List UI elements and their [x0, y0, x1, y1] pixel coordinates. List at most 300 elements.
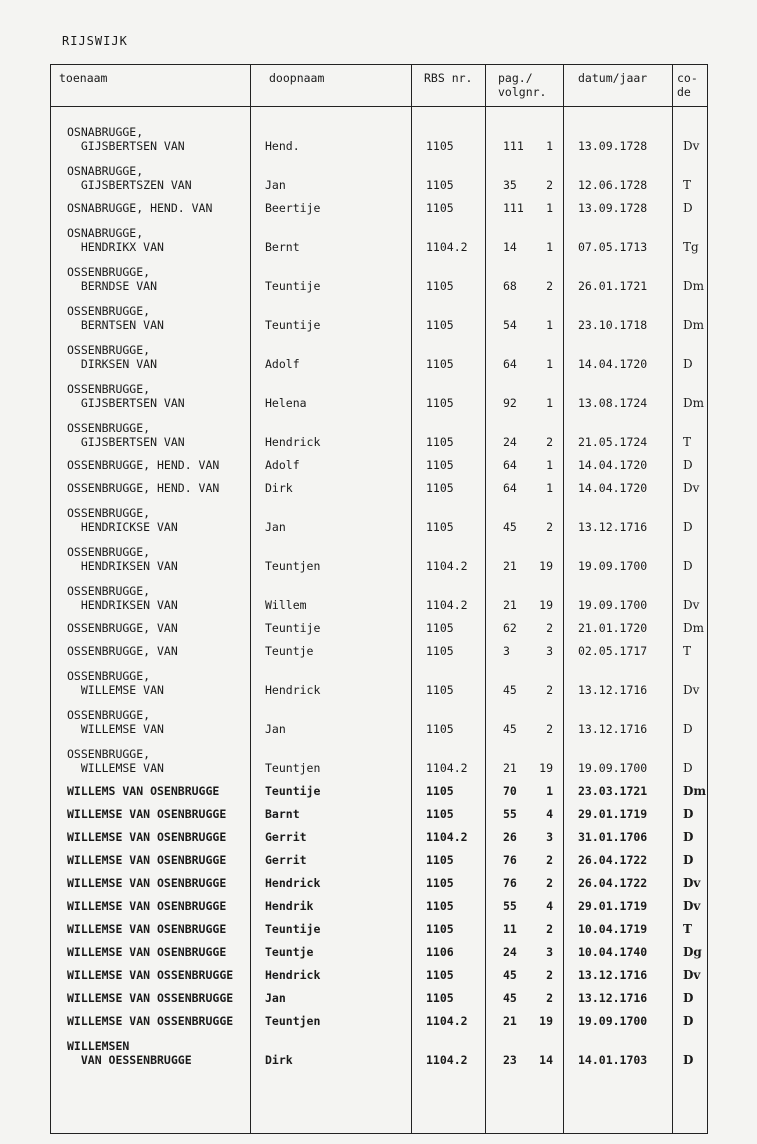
cell-pag-volgnr: [486, 739, 564, 778]
cell-rbs: 1105: [412, 452, 486, 475]
table-row: [51, 778, 708, 801]
cell-toenaam: WILLEMSE VAN OSENBRUGGE: [51, 916, 251, 939]
cell-pag-volgnr: [486, 1031, 564, 1070]
table-row: [51, 638, 708, 661]
cell-volgnr: 1: [546, 138, 553, 153]
cell-pag: 35: [503, 177, 517, 192]
cell-rbs: 1105: [412, 195, 486, 218]
cell-datum: 14.04.1720: [564, 335, 673, 374]
cell-volgnr: 19: [539, 760, 553, 775]
header-code-line1: co-: [677, 71, 698, 85]
cell-toenaam: OSSENBRUGGE, HENDRICKSE VAN: [51, 498, 251, 537]
cell-code: Tg: [673, 218, 708, 257]
cell-rbs: 1105: [412, 335, 486, 374]
cell-pag-volgnr: [486, 475, 564, 498]
header-code: [673, 65, 708, 107]
cell-doopnaam: Adolf: [251, 452, 412, 475]
cell-doopnaam: Dirk: [251, 475, 412, 498]
cell-doopnaam: Bernt: [251, 218, 412, 257]
cell-datum: 23.10.1718: [564, 296, 673, 335]
table-row: [51, 498, 708, 537]
table-row: [51, 739, 708, 778]
cell-code: Dv: [673, 475, 708, 498]
cell-pag: 45: [503, 967, 517, 982]
cell-volgnr: 3: [546, 643, 553, 658]
cell-rbs: 1105: [412, 847, 486, 870]
cell-pag: 70: [503, 783, 517, 798]
cell-rbs: 1105: [412, 700, 486, 739]
cell-doopnaam: Jan: [251, 156, 412, 195]
cell-pag: 21: [503, 558, 517, 573]
header-code-line2: de: [677, 85, 691, 99]
cell-doopnaam: Jan: [251, 700, 412, 739]
cell-rbs: 1105: [412, 870, 486, 893]
cell-code: D: [673, 452, 708, 475]
cell-rbs: 1105: [412, 661, 486, 700]
cell-pag: 64: [503, 457, 517, 472]
cell-rbs: 1104.2: [412, 1031, 486, 1070]
cell-doopnaam: Teuntije: [251, 257, 412, 296]
cell-datum: 07.05.1713: [564, 218, 673, 257]
cell-volgnr: 19: [539, 1013, 553, 1028]
cell-volgnr: 2: [546, 682, 553, 697]
empty-cell: [486, 1070, 564, 1134]
cell-code: D: [673, 1008, 708, 1031]
header-doopnaam: doopnaam: [251, 65, 412, 107]
cell-datum: 29.01.1719: [564, 893, 673, 916]
cell-datum: 26.04.1722: [564, 847, 673, 870]
cell-pag: 76: [503, 875, 517, 890]
cell-pag-volgnr: [486, 257, 564, 296]
cell-datum: 21.05.1724: [564, 413, 673, 452]
cell-toenaam: WILLEMSE VAN OSSENBRUGGE: [51, 985, 251, 1008]
table-row: [51, 475, 708, 498]
cell-pag-volgnr: [486, 296, 564, 335]
cell-rbs: 1105: [412, 893, 486, 916]
table-row: [51, 847, 708, 870]
cell-pag: 45: [503, 990, 517, 1005]
cell-pag: 68: [503, 278, 517, 293]
register-body: [51, 107, 708, 1134]
cell-volgnr: 1: [546, 395, 553, 410]
cell-pag-volgnr: [486, 374, 564, 413]
cell-doopnaam: Willem: [251, 576, 412, 615]
cell-code: D: [673, 498, 708, 537]
header-pag-line1: pag./: [498, 71, 533, 85]
cell-pag-volgnr: [486, 939, 564, 962]
cell-toenaam: WILLEMS VAN OSENBRUGGE: [51, 778, 251, 801]
cell-pag: 111: [503, 138, 524, 153]
header-row: [51, 65, 708, 107]
cell-datum: 14.01.1703: [564, 1031, 673, 1070]
cell-doopnaam: Hendrik: [251, 893, 412, 916]
cell-volgnr: 1: [546, 783, 553, 798]
cell-doopnaam: Teuntije: [251, 916, 412, 939]
cell-pag: 23: [503, 1052, 517, 1067]
cell-toenaam: OSSENBRUGGE, WILLEMSE VAN: [51, 700, 251, 739]
spacer-row: [51, 107, 708, 117]
empty-cell: [673, 1070, 708, 1134]
cell-toenaam: OSSENBRUGGE, GIJSBERTSEN VAN: [51, 413, 251, 452]
cell-pag: 24: [503, 944, 517, 959]
table-row: [51, 801, 708, 824]
table-row: [51, 870, 708, 893]
cell-toenaam: WILLEMSE VAN OSENBRUGGE: [51, 893, 251, 916]
cell-doopnaam: Adolf: [251, 335, 412, 374]
cell-pag: 55: [503, 806, 517, 821]
cell-rbs: 1104.2: [412, 218, 486, 257]
cell-toenaam: OSSENBRUGGE, DIRKSEN VAN: [51, 335, 251, 374]
cell-code: Dm: [673, 615, 708, 638]
cell-pag-volgnr: [486, 1008, 564, 1031]
cell-volgnr: 1: [546, 457, 553, 472]
cell-toenaam: OSNABRUGGE, HEND. VAN: [51, 195, 251, 218]
cell-pag-volgnr: [486, 985, 564, 1008]
cell-rbs: 1105: [412, 638, 486, 661]
table-row: [51, 962, 708, 985]
cell-doopnaam: Jan: [251, 498, 412, 537]
cell-datum: 29.01.1719: [564, 801, 673, 824]
cell-datum: 13.12.1716: [564, 498, 673, 537]
cell-code: Dv: [673, 117, 708, 156]
cell-doopnaam: Beertije: [251, 195, 412, 218]
cell-toenaam: WILLEMSE VAN OSSENBRUGGE: [51, 1008, 251, 1031]
cell-pag: 92: [503, 395, 517, 410]
cell-rbs: 1105: [412, 985, 486, 1008]
cell-rbs: 1105: [412, 296, 486, 335]
header-pag: [486, 65, 564, 107]
cell-datum: 23.03.1721: [564, 778, 673, 801]
cell-toenaam: OSNABRUGGE, HENDRIKX VAN: [51, 218, 251, 257]
cell-pag: 26: [503, 829, 517, 844]
table-row: [51, 939, 708, 962]
cell-toenaam: WILLEMSE VAN OSSENBRUGGE: [51, 962, 251, 985]
cell-pag: 21: [503, 1013, 517, 1028]
cell-toenaam: OSSENBRUGGE, HENDRIKSEN VAN: [51, 576, 251, 615]
cell-doopnaam: Teuntije: [251, 778, 412, 801]
cell-rbs: 1105: [412, 374, 486, 413]
cell-doopnaam: Teuntjen: [251, 739, 412, 778]
cell-toenaam: OSSENBRUGGE, BERNDSE VAN: [51, 257, 251, 296]
cell-pag-volgnr: [486, 870, 564, 893]
cell-toenaam: OSSENBRUGGE, WILLEMSE VAN: [51, 661, 251, 700]
cell-datum: 19.09.1700: [564, 1008, 673, 1031]
cell-toenaam: OSSENBRUGGE, HEND. VAN: [51, 452, 251, 475]
cell-doopnaam: Teuntjen: [251, 1008, 412, 1031]
place-heading: RIJSWIJK: [62, 34, 128, 48]
cell-pag-volgnr: [486, 847, 564, 870]
table-row: [51, 218, 708, 257]
cell-datum: 26.01.1721: [564, 257, 673, 296]
cell-doopnaam: Hendrick: [251, 413, 412, 452]
table-row: [51, 117, 708, 156]
table-row: [51, 1031, 708, 1070]
cell-doopnaam: Hendrick: [251, 661, 412, 700]
cell-datum: 19.09.1700: [564, 537, 673, 576]
cell-pag: 111: [503, 200, 524, 215]
cell-code: Dv: [673, 661, 708, 700]
cell-volgnr: 1: [546, 317, 553, 332]
cell-rbs: 1105: [412, 778, 486, 801]
cell-datum: 31.01.1706: [564, 824, 673, 847]
cell-rbs: 1106: [412, 939, 486, 962]
cell-volgnr: 1: [546, 480, 553, 495]
cell-pag-volgnr: [486, 893, 564, 916]
header-datum: datum/jaar: [564, 65, 673, 107]
cell-doopnaam: Teuntje: [251, 939, 412, 962]
table-row: [51, 985, 708, 1008]
cell-toenaam: WILLEMSE VAN OSENBRUGGE: [51, 801, 251, 824]
table-row: [51, 156, 708, 195]
cell-datum: 21.01.1720: [564, 615, 673, 638]
cell-rbs: 1104.2: [412, 1008, 486, 1031]
cell-pag-volgnr: [486, 498, 564, 537]
cell-doopnaam: Teuntjen: [251, 537, 412, 576]
header-toenaam: toenaam: [51, 65, 251, 107]
cell-rbs: 1105: [412, 962, 486, 985]
cell-code: T: [673, 916, 708, 939]
empty-cell: [51, 1070, 251, 1134]
cell-datum: 26.04.1722: [564, 870, 673, 893]
cell-volgnr: 19: [539, 558, 553, 573]
cell-pag: 76: [503, 852, 517, 867]
cell-code: Dg: [673, 939, 708, 962]
cell-volgnr: 3: [546, 829, 553, 844]
cell-code: D: [673, 1031, 708, 1070]
empty-cell: [564, 1070, 673, 1134]
cell-code: T: [673, 638, 708, 661]
cell-pag-volgnr: [486, 962, 564, 985]
cell-volgnr: 2: [546, 721, 553, 736]
cell-datum: 10.04.1719: [564, 916, 673, 939]
table-row: [51, 537, 708, 576]
cell-pag-volgnr: [486, 452, 564, 475]
cell-pag: 45: [503, 721, 517, 736]
cell-pag-volgnr: [486, 824, 564, 847]
cell-pag: 24: [503, 434, 517, 449]
empty-cell: [412, 1070, 486, 1134]
cell-rbs: 1105: [412, 117, 486, 156]
table-row: [51, 700, 708, 739]
cell-toenaam: OSNABRUGGE, GIJSBERTSZEN VAN: [51, 156, 251, 195]
cell-pag-volgnr: [486, 916, 564, 939]
cell-datum: 13.12.1716: [564, 962, 673, 985]
cell-doopnaam: Dirk: [251, 1031, 412, 1070]
cell-doopnaam: Gerrit: [251, 847, 412, 870]
cell-doopnaam: Hendrick: [251, 870, 412, 893]
cell-pag-volgnr: [486, 218, 564, 257]
table-row: [51, 1008, 708, 1031]
cell-volgnr: 2: [546, 967, 553, 982]
cell-pag: 54: [503, 317, 517, 332]
cell-volgnr: 2: [546, 921, 553, 936]
cell-datum: 13.09.1728: [564, 117, 673, 156]
cell-pag: 21: [503, 597, 517, 612]
table-row: [51, 661, 708, 700]
table-row: [51, 452, 708, 475]
cell-code: D: [673, 739, 708, 778]
cell-datum: 19.09.1700: [564, 739, 673, 778]
cell-volgnr: 2: [546, 852, 553, 867]
cell-code: T: [673, 413, 708, 452]
cell-pag-volgnr: [486, 156, 564, 195]
cell-volgnr: 2: [546, 990, 553, 1005]
cell-pag: 64: [503, 356, 517, 371]
cell-pag-volgnr: [486, 801, 564, 824]
cell-datum: 14.04.1720: [564, 452, 673, 475]
cell-datum: 13.12.1716: [564, 700, 673, 739]
cell-volgnr: 4: [546, 806, 553, 821]
cell-toenaam: WILLEMSE VAN OSENBRUGGE: [51, 824, 251, 847]
cell-toenaam: OSSENBRUGGE, BERNTSEN VAN: [51, 296, 251, 335]
cell-rbs: 1104.2: [412, 739, 486, 778]
header-rbs: RBS nr.: [412, 65, 486, 107]
cell-code: D: [673, 985, 708, 1008]
cell-pag-volgnr: [486, 700, 564, 739]
table-row: [51, 374, 708, 413]
cell-pag-volgnr: [486, 537, 564, 576]
table-row: [51, 824, 708, 847]
empty-cell: [251, 1070, 412, 1134]
table-row: [51, 296, 708, 335]
empty-row: [51, 1070, 708, 1134]
cell-datum: 10.04.1740: [564, 939, 673, 962]
cell-code: Dv: [673, 870, 708, 893]
table-row: [51, 916, 708, 939]
cell-pag: 45: [503, 519, 517, 534]
cell-volgnr: 2: [546, 875, 553, 890]
cell-pag: 14: [503, 239, 517, 254]
cell-volgnr: 4: [546, 898, 553, 913]
cell-rbs: 1104.2: [412, 537, 486, 576]
cell-volgnr: 14: [539, 1052, 553, 1067]
register-table: [50, 64, 708, 1134]
cell-toenaam: OSSENBRUGGE, HENDRIKSEN VAN: [51, 537, 251, 576]
cell-volgnr: 1: [546, 239, 553, 254]
cell-datum: 13.08.1724: [564, 374, 673, 413]
cell-pag-volgnr: [486, 638, 564, 661]
cell-rbs: 1105: [412, 916, 486, 939]
cell-datum: 02.05.1717: [564, 638, 673, 661]
cell-code: D: [673, 847, 708, 870]
cell-code: D: [673, 700, 708, 739]
cell-doopnaam: Helena: [251, 374, 412, 413]
cell-volgnr: 1: [546, 200, 553, 215]
cell-code: D: [673, 537, 708, 576]
cell-pag: 45: [503, 682, 517, 697]
table-row: [51, 615, 708, 638]
cell-code: D: [673, 195, 708, 218]
cell-doopnaam: Hend.: [251, 117, 412, 156]
cell-datum: 13.12.1716: [564, 661, 673, 700]
cell-volgnr: 1: [546, 356, 553, 371]
cell-pag-volgnr: [486, 778, 564, 801]
cell-datum: 14.04.1720: [564, 475, 673, 498]
table-row: [51, 335, 708, 374]
cell-volgnr: 2: [546, 434, 553, 449]
cell-pag: 11: [503, 921, 517, 936]
cell-code: Dm: [673, 374, 708, 413]
cell-volgnr: 2: [546, 519, 553, 534]
cell-doopnaam: Gerrit: [251, 824, 412, 847]
cell-volgnr: 19: [539, 597, 553, 612]
cell-rbs: 1104.2: [412, 576, 486, 615]
cell-pag: 55: [503, 898, 517, 913]
cell-code: Dm: [673, 257, 708, 296]
cell-doopnaam: Jan: [251, 985, 412, 1008]
cell-pag-volgnr: [486, 661, 564, 700]
table-row: [51, 195, 708, 218]
cell-datum: 19.09.1700: [564, 576, 673, 615]
cell-volgnr: 2: [546, 620, 553, 635]
cell-code: Dv: [673, 893, 708, 916]
cell-pag-volgnr: [486, 117, 564, 156]
cell-volgnr: 2: [546, 278, 553, 293]
cell-toenaam: OSSENBRUGGE, WILLEMSE VAN: [51, 739, 251, 778]
cell-rbs: 1105: [412, 498, 486, 537]
cell-toenaam: WILLEMSE VAN OSENBRUGGE: [51, 939, 251, 962]
cell-doopnaam: Teuntije: [251, 615, 412, 638]
cell-pag-volgnr: [486, 335, 564, 374]
cell-code: Dv: [673, 962, 708, 985]
cell-rbs: 1105: [412, 615, 486, 638]
cell-toenaam: OSNABRUGGE, GIJSBERTSEN VAN: [51, 117, 251, 156]
cell-doopnaam: Teuntije: [251, 296, 412, 335]
table-row: [51, 576, 708, 615]
cell-code: Dv: [673, 576, 708, 615]
cell-rbs: 1105: [412, 413, 486, 452]
cell-toenaam: OSSENBRUGGE, VAN: [51, 638, 251, 661]
cell-doopnaam: Hendrick: [251, 962, 412, 985]
cell-pag: 21: [503, 760, 517, 775]
cell-datum: 13.12.1716: [564, 985, 673, 1008]
cell-code: T: [673, 156, 708, 195]
cell-toenaam: OSSENBRUGGE, HEND. VAN: [51, 475, 251, 498]
cell-pag: 64: [503, 480, 517, 495]
cell-code: D: [673, 824, 708, 847]
cell-toenaam: WILLEMSE VAN OSENBRUGGE: [51, 847, 251, 870]
cell-datum: 12.06.1728: [564, 156, 673, 195]
cell-rbs: 1105: [412, 257, 486, 296]
cell-pag-volgnr: [486, 576, 564, 615]
cell-pag-volgnr: [486, 195, 564, 218]
cell-toenaam: OSSENBRUGGE, GIJSBERTSEN VAN: [51, 374, 251, 413]
cell-pag-volgnr: [486, 615, 564, 638]
cell-pag: 3: [503, 643, 510, 658]
cell-code: D: [673, 335, 708, 374]
cell-toenaam: WILLEMSE VAN OSENBRUGGE: [51, 870, 251, 893]
cell-toenaam: OSSENBRUGGE, VAN: [51, 615, 251, 638]
cell-toenaam: WILLEMSEN VAN OESSENBRUGGE: [51, 1031, 251, 1070]
cell-rbs: 1104.2: [412, 824, 486, 847]
cell-datum: 13.09.1728: [564, 195, 673, 218]
table-row: [51, 413, 708, 452]
cell-volgnr: 2: [546, 177, 553, 192]
table-row: [51, 893, 708, 916]
cell-doopnaam: Teuntje: [251, 638, 412, 661]
cell-doopnaam: Barnt: [251, 801, 412, 824]
header-pag-line2: volgnr.: [498, 85, 547, 99]
cell-rbs: 1105: [412, 801, 486, 824]
cell-code: D: [673, 801, 708, 824]
cell-pag: 62: [503, 620, 517, 635]
cell-rbs: 1105: [412, 156, 486, 195]
cell-code: Dm: [673, 778, 708, 801]
cell-rbs: 1105: [412, 475, 486, 498]
cell-pag-volgnr: [486, 413, 564, 452]
cell-code: Dm: [673, 296, 708, 335]
table-row: [51, 257, 708, 296]
